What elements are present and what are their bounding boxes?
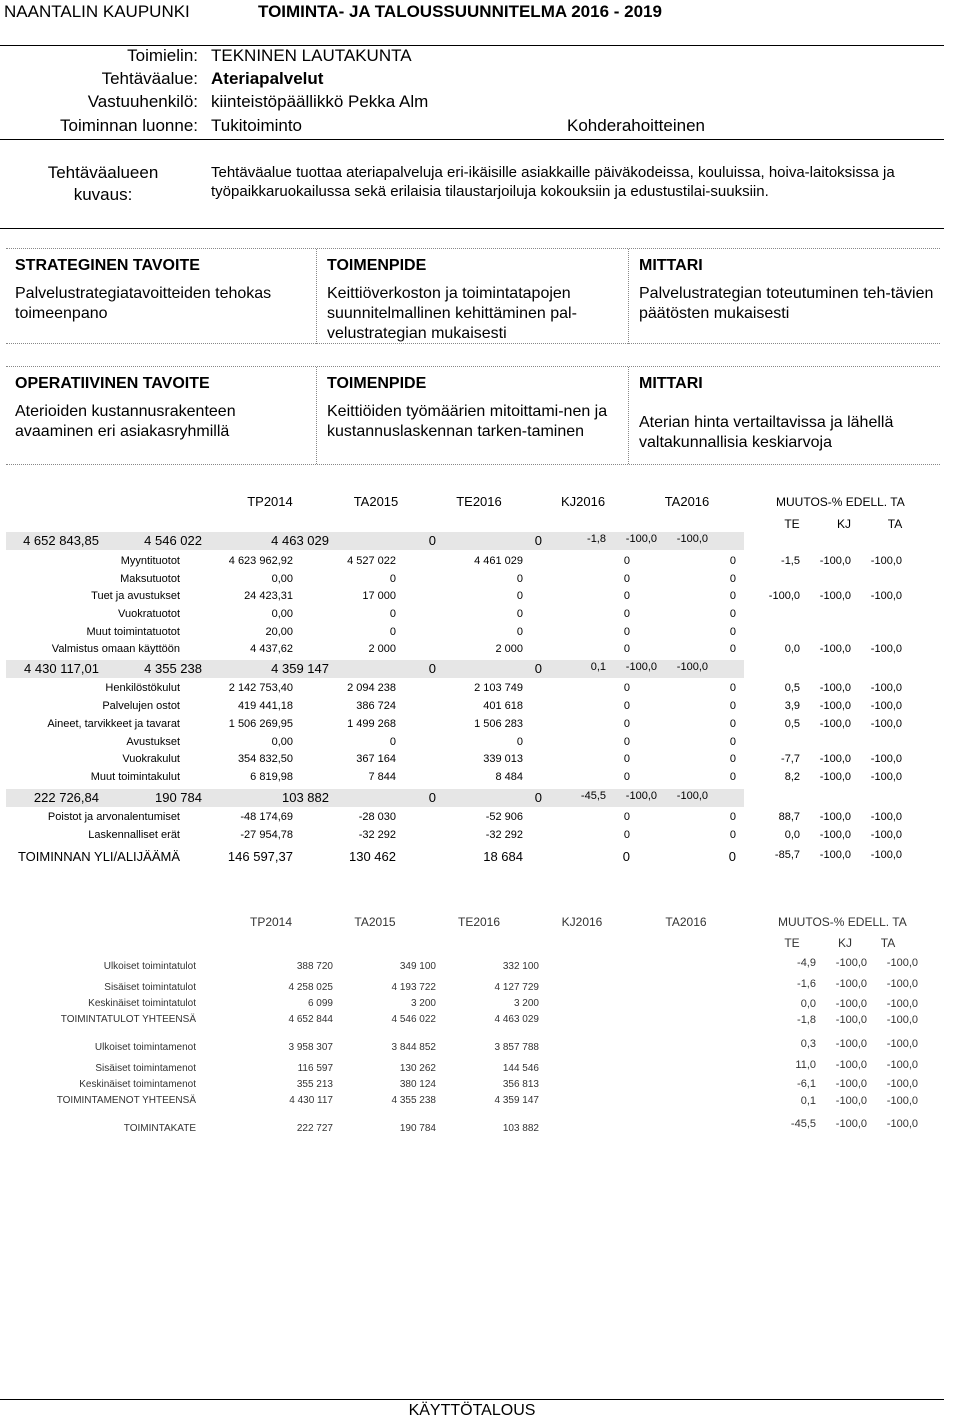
summary-cell-value: 130 262 [399, 1063, 436, 1074]
cell-value: 0 [622, 849, 630, 864]
cell-change: -100,0 [870, 811, 902, 823]
cell-value: 0 [729, 643, 736, 655]
cell-value: 0 [729, 771, 736, 783]
cell-value: 0 [729, 700, 736, 712]
row-label: Laskennalliset erät [88, 829, 180, 841]
cell-value: 2 094 238 [347, 682, 396, 694]
column-header: TA2015 [353, 494, 399, 509]
description-rule [0, 228, 944, 229]
cell-change: -7,7 [781, 753, 800, 765]
cell-value: 2 000 [495, 643, 523, 655]
table-row [0, 625, 944, 643]
cell-change: -100,0 [819, 682, 851, 694]
cell-change: -100,0 [625, 661, 657, 673]
cell-change: -100,0 [870, 700, 902, 712]
summary-cell-value: 388 720 [296, 961, 333, 972]
summary-row-label: TOIMINTAMENOT YHTEENSÄ [56, 1095, 196, 1106]
strategic-box [6, 248, 940, 344]
cell-value: 0 [729, 682, 736, 694]
cell-change: -100,0 [870, 590, 902, 602]
operative-box [6, 366, 940, 465]
table-row [0, 848, 944, 866]
summary-cell-value: 3 844 852 [391, 1042, 436, 1053]
operative-divider-2 [628, 367, 629, 464]
cell-change: -1,8 [587, 533, 606, 545]
cell-value: 0,00 [271, 573, 293, 585]
cell-value: 0 [516, 590, 523, 602]
summary-column-header: KJ2016 [561, 915, 603, 929]
cell-value: 18 684 [483, 849, 523, 864]
cell-change: -100,0 [819, 753, 851, 765]
cell-value: 4 527 022 [347, 555, 396, 567]
cell-value: 0 [428, 533, 436, 548]
row-label: Valmistus omaan käyttöön [51, 643, 180, 655]
cell-value: 4 355 238 [144, 661, 202, 676]
cell-value: 4 546 022 [144, 533, 202, 548]
row-label: Poistot ja arvonalentumiset [47, 811, 180, 823]
strategic-action-text: Keittiöverkoston ja toimintatapojen suunnitelmallinen kehittäminen pal-velustrategian mukaisesti [327, 285, 577, 342]
rahoitus-value: Kohderahoitteinen [567, 116, 706, 135]
cell-value: 0 [729, 608, 736, 620]
summary-cell-change: -6,1 [797, 1078, 816, 1090]
cell-change: -100,0 [676, 661, 708, 673]
cell-value: 146 597,37 [227, 849, 293, 864]
cell-change: -100,0 [676, 790, 708, 802]
cell-change: -1,5 [781, 555, 800, 567]
strategic-action-heading: TOIMENPIDE [327, 257, 427, 274]
toimielin-label: Toimielin: [127, 46, 198, 65]
summary-cell-value: 349 100 [399, 961, 436, 972]
summary-cell-value: 3 857 788 [494, 1042, 539, 1053]
operative-divider-1 [316, 367, 317, 464]
cell-change: -100,0 [819, 811, 851, 823]
cell-value: 0 [428, 790, 436, 805]
footer-title: KÄYTTÖTALOUS [408, 1402, 536, 1419]
vastuuhenkilo-value: kiinteistöpäällikkö Pekka Alm [211, 92, 429, 111]
row-label: Avustukset [126, 736, 180, 748]
summary-cell-value: 4 127 729 [494, 982, 539, 993]
summary-cell-change: -100,0 [835, 998, 867, 1010]
summary-cell-change: 11,0 [795, 1059, 816, 1071]
cell-value: 419 441,18 [237, 700, 293, 712]
cell-value: 0 [516, 608, 523, 620]
summary-cell-change: -100,0 [835, 1014, 867, 1026]
cell-value: 0 [389, 573, 396, 585]
cell-value: 339 013 [483, 753, 523, 765]
cell-value: 0 [389, 626, 396, 638]
summary-cell-change: -100,0 [835, 1038, 867, 1050]
table-row [0, 572, 944, 590]
cell-value: 0 [729, 626, 736, 638]
cell-change: 0,5 [784, 682, 800, 694]
cell-value: 0 [623, 811, 630, 823]
cell-change: -100,0 [819, 700, 851, 712]
summary-cell-value: 4 430 117 [289, 1095, 333, 1106]
cell-value: 354 832,50 [237, 753, 293, 765]
table-row [0, 589, 944, 607]
cell-change: -100,0 [819, 590, 851, 602]
table-row [6, 660, 744, 678]
row-label: Vuokrakulut [122, 753, 180, 765]
summary-column-header: TA2016 [665, 915, 707, 929]
row-label: Myyntituotot [120, 555, 180, 567]
cell-value: 0 [623, 590, 630, 602]
operative-goal-heading: OPERATIIVINEN TAVOITE [15, 375, 210, 392]
cell-change: -100,0 [870, 849, 902, 861]
cell-value: 0 [623, 643, 630, 655]
summary-cell-value: 332 100 [502, 961, 539, 972]
summary-column-header: TE2016 [457, 915, 501, 929]
column-header: TA2016 [664, 494, 710, 509]
cell-change: -100,0 [870, 643, 902, 655]
cell-change: 8,2 [784, 771, 800, 783]
cell-change: -100,0 [870, 829, 902, 841]
cell-value: 0 [623, 682, 630, 694]
column-header: KJ2016 [560, 494, 606, 509]
summary-cell-change: -100,0 [835, 1078, 867, 1090]
summary-cell-change: -100,0 [886, 1078, 918, 1090]
cell-value: 0 [389, 608, 396, 620]
table-row [0, 699, 944, 717]
summary-cell-change: -100,0 [886, 1095, 918, 1107]
cell-value: 0 [729, 736, 736, 748]
change-subheader: KJ [836, 517, 851, 531]
summary-cell-value: 4 463 029 [494, 1014, 539, 1025]
change-subheader: TE [784, 517, 800, 531]
operative-goal-text: Aterioiden kustannusrakenteen avaaminen eri asiakasryhmillä [15, 403, 236, 440]
summary-cell-change: -100,0 [886, 998, 918, 1010]
cell-change: -100,0 [676, 533, 708, 545]
cell-change: -100,0 [819, 829, 851, 841]
cell-value: 0 [623, 573, 630, 585]
summary-cell-value: 6 099 [307, 998, 333, 1009]
row-label: Aineet, tarvikkeet ja tavarat [47, 718, 180, 730]
summary-cell-change: -4,9 [797, 957, 816, 969]
summary-cell-value: 116 597 [297, 1063, 333, 1074]
cell-value: -32 292 [485, 829, 523, 841]
summary-row-label: Ulkoiset toimintatulot [103, 961, 196, 972]
summary-column-header: TA2015 [354, 915, 396, 929]
luonne-label: Toiminnan luonne: [60, 116, 198, 135]
table-row [6, 532, 744, 550]
row-label: Palvelujen ostot [102, 700, 180, 712]
footer-rule [0, 1399, 944, 1400]
summary-cell-change: -100,0 [886, 1059, 918, 1071]
table-row [0, 828, 944, 846]
summary-cell-change: -100,0 [835, 978, 867, 990]
summary-row-label: TOIMINTATULOT YHTEENSÄ [60, 1014, 196, 1025]
cell-value: 0 [623, 771, 630, 783]
plan-title: TOIMINTA- JA TALOUSSUUNNITELMA 2016 - 2019 [258, 2, 662, 21]
summary-cell-value: 4 546 022 [391, 1014, 436, 1025]
cell-change: -100,0 [870, 771, 902, 783]
summary-cell-change: -100,0 [886, 1118, 918, 1130]
summary-cell-change: -100,0 [886, 1014, 918, 1026]
operative-metric-heading: MITTARI [639, 375, 703, 392]
tehtavaalue-value: Ateriapalvelut [211, 69, 324, 88]
summary-cell-change: -100,0 [886, 957, 918, 969]
summary-cell-change: 0,3 [800, 1038, 816, 1050]
row-label: Muut toimintakulut [90, 771, 180, 783]
cell-value: -32 292 [358, 829, 396, 841]
row-label: Muut toimintatuotot [86, 626, 180, 638]
cell-change: -100,0 [870, 753, 902, 765]
table-row [0, 752, 944, 770]
cell-value: 386 724 [356, 700, 396, 712]
cell-change: -100,0 [819, 849, 851, 861]
summary-column-header: TP2014 [249, 915, 293, 929]
summary-row-label: Keskinäiset toimintamenot [79, 1079, 196, 1090]
summary-cell-value: 4 355 238 [391, 1095, 436, 1106]
cell-value: 401 618 [483, 700, 523, 712]
cell-value: 0 [389, 736, 396, 748]
column-header: TE2016 [456, 494, 502, 509]
cell-value: 1 506 283 [474, 718, 523, 730]
cell-value: 0 [534, 661, 542, 676]
summary-row-label: Keskinäiset toimintatulot [88, 998, 196, 1009]
cell-value: 0 [728, 849, 736, 864]
cell-value: -28 030 [358, 811, 396, 823]
row-label: Vuokratuotot [118, 608, 180, 620]
description-label-line1: Tehtäväalueen [47, 163, 159, 182]
summary-cell-change: -1,6 [797, 978, 816, 990]
cell-value: 20,00 [265, 626, 293, 638]
cell-value: 4 463 029 [271, 533, 329, 548]
cell-value: 17 000 [362, 590, 396, 602]
summary-cell-value: 222 727 [296, 1123, 333, 1134]
table-row [0, 735, 944, 753]
cell-value: 1 506 269,95 [228, 718, 293, 730]
cell-value: 4 359 147 [271, 661, 329, 676]
summary-cell-value: 144 546 [502, 1063, 539, 1074]
summary-cell-value: 3 200 [513, 998, 539, 1009]
cell-value: -48 174,69 [240, 811, 293, 823]
cell-value: 4 623 962,92 [228, 555, 293, 567]
cell-value: 0 [729, 753, 736, 765]
summary-cell-value: 190 784 [399, 1123, 436, 1134]
table-row [0, 607, 944, 625]
cell-value: 8 484 [495, 771, 523, 783]
strategic-divider-1 [316, 249, 317, 344]
cell-value: 0 [729, 829, 736, 841]
summary-cell-value: 4 193 722 [391, 982, 436, 993]
summary-row-label: TOIMINTAKATE [123, 1123, 196, 1134]
table-row [0, 810, 944, 828]
summary-row-label: Sisäiset toimintatulot [104, 982, 196, 993]
strategic-metric-text: Palvelustrategian toteutuminen teh-tävien päätösten mukaisesti [639, 285, 934, 322]
summary-cell-value: 4 258 025 [288, 982, 333, 993]
operative-action-text: Keittiöiden työmäärien mitoittami-nen ja kustannuslaskennan tarken-taminen [327, 403, 608, 440]
cell-value: 2 103 749 [474, 682, 523, 694]
cell-value: 4 461 029 [474, 555, 523, 567]
strategic-divider-2 [628, 249, 629, 344]
cell-value: 367 164 [356, 753, 396, 765]
change-header: MUUTOS-% EDELL. TA [776, 495, 905, 509]
cell-value: 0 [516, 736, 523, 748]
cell-change: -100,0 [768, 590, 800, 602]
summary-cell-value: 3 200 [410, 998, 436, 1009]
description-label [0, 162, 206, 206]
summary-cell-change: -100,0 [886, 1038, 918, 1050]
cell-value: 0 [729, 718, 736, 730]
cell-value: 190 784 [155, 790, 202, 805]
luonne-value: Tukitoiminto [211, 116, 303, 135]
summary-cell-change: -100,0 [886, 978, 918, 990]
cell-value: 222 726,84 [33, 790, 99, 805]
summary-cell-change: -100,0 [835, 957, 867, 969]
cell-change: -100,0 [870, 682, 902, 694]
cell-change: -100,0 [819, 643, 851, 655]
table-row [0, 770, 944, 788]
cell-change: -100,0 [625, 533, 657, 545]
summary-change-subheader: KJ [837, 936, 852, 950]
cell-value: 24 423,31 [244, 590, 293, 602]
cell-value: 0,00 [271, 736, 293, 748]
cell-change: 0,0 [784, 829, 800, 841]
table-row [0, 681, 944, 699]
summary-row-label: Sisäiset toimintamenot [95, 1063, 196, 1074]
description-text: Tehtäväalue tuottaa ateriapalveluja eri-ikäisille asiakkaille päiväkodeissa, kouluissa, hoiva-laitoksissa ja työpaikkaruokailussa sekä erilaisia tilaustarjoiluja kokouksiin ja edustustilai-suuksiin. [211, 164, 895, 200]
cell-value: 4 437,62 [250, 643, 293, 655]
cell-value: -27 954,78 [240, 829, 293, 841]
row-label: Maksutuotot [120, 573, 180, 585]
summary-cell-change: -100,0 [835, 1095, 867, 1107]
meta-rule [0, 139, 944, 140]
cell-change: 3,9 [784, 700, 800, 712]
summary-cell-change: -100,0 [835, 1118, 867, 1130]
cell-value: 1 499 268 [347, 718, 396, 730]
summary-cell-value: 355 213 [296, 1079, 333, 1090]
summary-cell-value: 4 652 844 [288, 1014, 333, 1025]
cell-change: -100,0 [625, 790, 657, 802]
cell-change: -85,7 [774, 849, 800, 861]
summary-row-label: Ulkoiset toimintamenot [94, 1042, 196, 1053]
cell-value: 0 [623, 700, 630, 712]
strategic-goal-text: Palvelustrategiatavoitteiden tehokas toimeenpano [15, 285, 272, 322]
cell-value: 0 [623, 555, 630, 567]
cell-value: 0 [623, 829, 630, 841]
summary-cell-change: -1,8 [797, 1014, 816, 1026]
cell-value: 0 [534, 533, 542, 548]
summary-cell-value: 3 958 307 [288, 1042, 333, 1053]
cell-value: 0 [623, 718, 630, 730]
toimielin-value: TEKNINEN LAUTAKUNTA [211, 46, 412, 65]
cell-value: 0 [623, 626, 630, 638]
summary-cell-value: 380 124 [399, 1079, 436, 1090]
summary-cell-change: 0,1 [800, 1095, 816, 1107]
cell-value: 0 [729, 573, 736, 585]
row-label: Henkilöstökulut [105, 682, 180, 694]
cell-value: 0 [623, 753, 630, 765]
cell-change: -100,0 [870, 555, 902, 567]
cell-value: 0,00 [271, 608, 293, 620]
change-subheader: TA [887, 517, 903, 531]
row-label: Tuet ja avustukset [91, 590, 180, 602]
column-header: TP2014 [247, 494, 293, 509]
cell-change: -45,5 [580, 790, 606, 802]
cell-value: 0 [516, 626, 523, 638]
cell-value: 0 [623, 608, 630, 620]
cell-value: 0 [729, 811, 736, 823]
strategic-goal-heading: STRATEGINEN TAVOITE [15, 257, 200, 274]
summary-cell-change: -100,0 [835, 1059, 867, 1071]
cell-value: 0 [516, 573, 523, 585]
operative-metric-text: Aterian hinta vertailtavissa ja lähellä valtakunnallisia keskiarvoja [639, 414, 894, 451]
summary-change-subheader: TA [880, 936, 896, 950]
summary-cell-change: -45,5 [790, 1118, 816, 1130]
strategic-bottom [6, 343, 940, 344]
cell-change: 0,5 [784, 718, 800, 730]
cell-value: 130 462 [349, 849, 396, 864]
cell-value: -52 906 [485, 811, 523, 823]
cell-change: 0,1 [590, 661, 606, 673]
cell-value: 7 844 [368, 771, 396, 783]
cell-value: 0 [428, 661, 436, 676]
cell-change: 88,7 [778, 811, 800, 823]
cell-change: -100,0 [819, 718, 851, 730]
cell-value: 0 [534, 790, 542, 805]
table-row [0, 717, 944, 735]
cell-change: -100,0 [819, 555, 851, 567]
summary-cell-value: 103 882 [502, 1123, 539, 1134]
cell-value: 4 430 117,01 [24, 661, 99, 676]
cell-value: 0 [729, 590, 736, 602]
cell-value: 2 000 [368, 643, 396, 655]
strategic-metric-heading: MITTARI [639, 257, 703, 274]
table-row [0, 554, 944, 572]
vastuuhenkilo-label: Vastuuhenkilö: [87, 92, 198, 111]
cell-value: 0 [729, 555, 736, 567]
cell-value: 103 882 [282, 790, 329, 805]
cell-value: 2 142 753,40 [228, 682, 293, 694]
row-label: TOIMINNAN YLI/ALIJÄÄMÄ [17, 849, 180, 864]
city-name: NAANTALIN KAUPUNKI [4, 2, 190, 21]
cell-change: -100,0 [870, 718, 902, 730]
summary-cell-value: 356 813 [502, 1079, 539, 1090]
cell-value: 6 819,98 [250, 771, 293, 783]
summary-cell-value: 4 359 147 [494, 1095, 539, 1106]
summary-change-header: MUUTOS-% EDELL. TA [778, 915, 907, 929]
tehtavaalue-label: Tehtäväalue: [101, 69, 198, 88]
table-row [0, 642, 944, 660]
summary-change-subheader: TE [784, 936, 800, 950]
cell-change: 0,0 [784, 643, 800, 655]
operative-action-heading: TOIMENPIDE [327, 375, 427, 392]
cell-value: 0 [623, 736, 630, 748]
cell-change: -100,0 [819, 771, 851, 783]
cell-value: 4 652 843,85 [23, 533, 99, 548]
summary-cell-change: 0,0 [800, 998, 816, 1010]
table-row [6, 789, 744, 807]
description-label-line2: kuvaus: [73, 185, 133, 204]
